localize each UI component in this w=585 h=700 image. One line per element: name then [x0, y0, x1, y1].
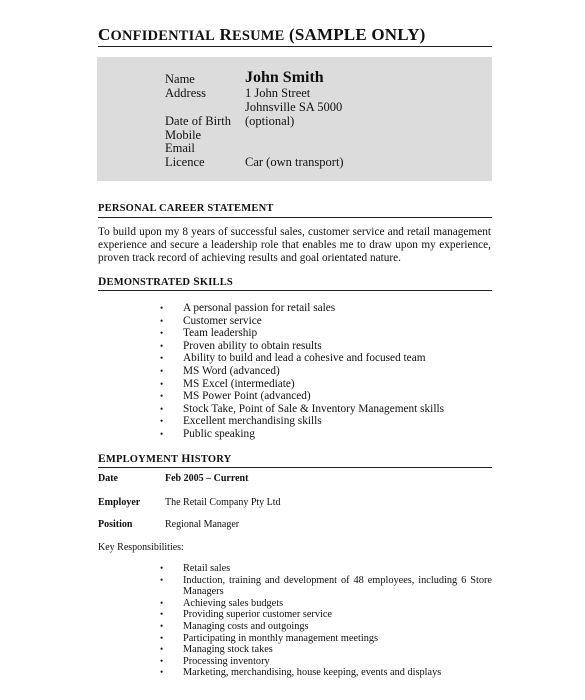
- skills-list: [160, 302, 444, 441]
- bullet-icon: •: [160, 315, 164, 326]
- bullet-icon: •: [160, 391, 164, 402]
- employer-label: Employer: [98, 497, 141, 508]
- bullet-icon: •: [160, 609, 164, 620]
- document-title: [98, 25, 426, 45]
- responsibility-text: Processing inventory: [183, 655, 270, 667]
- skill-text: Ability to build and lead a cohesive and focused team: [183, 352, 426, 365]
- skill-text: Excellent merchandising skills: [183, 415, 322, 428]
- responsibility-text: Induction, training and development of 48 employees, including 6 Store Managers: [183, 574, 492, 598]
- employment-heading-initial: E: [98, 453, 106, 465]
- label-address: Address: [165, 86, 206, 100]
- bullet-icon: •: [160, 303, 164, 313]
- career-statement-heading: PERSONAL CAREER STATEMENT: [98, 203, 274, 214]
- skill-text: Team leadership: [183, 327, 258, 340]
- bullet-icon: •: [160, 655, 164, 666]
- label-mobile: Mobile: [165, 128, 202, 142]
- responsibility-text: Retail sales: [183, 563, 231, 574]
- list-item: [160, 575, 492, 598]
- bullet-icon: •: [160, 365, 164, 376]
- list-item: [160, 390, 444, 403]
- employment-heading-word2: ISTORY: [190, 454, 232, 465]
- list-item: [160, 428, 444, 441]
- employment-heading-word1: MPLOYMENT: [105, 454, 179, 465]
- bullet-icon: •: [160, 644, 164, 655]
- bullet-icon: •: [160, 574, 164, 585]
- bullet-icon: •: [160, 328, 164, 339]
- skill-text: MS Power Point (advanced): [183, 390, 311, 403]
- list-item: [160, 633, 492, 645]
- list-item: [160, 667, 492, 679]
- label-dob: Date of Birth: [165, 114, 231, 128]
- skill-text: MS Word (advanced): [183, 364, 280, 377]
- position-label: Position: [98, 519, 133, 530]
- skills-heading-initial: D: [98, 276, 107, 288]
- skills-heading-word2: KILLS: [199, 277, 233, 288]
- position-value: Regional Manager: [165, 519, 240, 530]
- skill-text: Customer service: [183, 314, 262, 327]
- list-item: [160, 598, 492, 610]
- label-licence: Licence: [165, 155, 205, 169]
- bullet-icon: •: [160, 620, 164, 631]
- label-email: Email: [165, 141, 195, 155]
- title-word-confidential: ONFIDENTIAL: [110, 28, 216, 44]
- address-line-2: Johnsville SA 5000: [245, 100, 343, 114]
- employment-divider: [98, 467, 492, 468]
- list-item: [160, 365, 444, 378]
- bullet-icon: •: [160, 416, 164, 427]
- list-item: [160, 315, 444, 328]
- bullet-icon: •: [160, 428, 164, 439]
- address-line-1: 1 John Street: [245, 86, 311, 100]
- bullet-icon: •: [160, 597, 164, 608]
- employment-heading-initial2: H: [178, 453, 191, 465]
- list-item: [160, 563, 492, 575]
- label-name: Name: [165, 72, 195, 86]
- title-initial-r: R: [215, 25, 232, 44]
- list-item: [160, 378, 444, 391]
- bullet-icon: •: [160, 667, 164, 678]
- title-initial: C: [98, 25, 111, 44]
- list-item: [160, 327, 444, 340]
- list-item: [160, 302, 444, 315]
- career-statement-divider: [98, 217, 492, 218]
- skills-divider: [98, 290, 492, 291]
- title-suffix: (SAMPLE ONLY): [284, 25, 426, 44]
- responsibility-text: Providing superior customer service: [183, 609, 332, 621]
- list-item: [160, 621, 492, 633]
- licence-value: Car (own transport): [245, 155, 344, 169]
- bullet-icon: •: [160, 378, 164, 389]
- skills-heading-word1: EMONSTRATED: [106, 277, 191, 288]
- bullet-icon: •: [160, 632, 164, 643]
- responsibility-text: Managing stock takes: [183, 644, 273, 656]
- responsibility-text: Participating in monthly management meetings: [183, 632, 379, 644]
- person-name: John Smith: [245, 69, 324, 86]
- date-label: Date: [98, 473, 118, 484]
- title-word-resume: ESUME: [231, 28, 285, 44]
- skill-text: MS Excel (intermediate): [183, 377, 295, 390]
- responsibility-text: Managing costs and outgoings: [183, 620, 309, 632]
- skill-text: Public speaking: [183, 427, 255, 440]
- skills-heading: [98, 276, 233, 288]
- date-value: Feb 2005 – Current: [165, 473, 249, 484]
- bullet-icon: •: [160, 353, 164, 364]
- list-item: [160, 403, 444, 416]
- title-divider: [98, 46, 492, 47]
- list-item: [160, 609, 492, 621]
- career-statement-text: To build upon my 8 years of successful sales, customer service and retail management experience and secure a leadership role that enables me to draw upon my experience, proven track record of achieving results and goal orientated nature.: [98, 226, 491, 264]
- list-item: [160, 644, 492, 656]
- list-item: [160, 656, 492, 668]
- list-item: [160, 415, 444, 428]
- employment-heading: [98, 453, 231, 465]
- bullet-icon: •: [160, 340, 164, 351]
- skills-heading-initial2: S: [190, 276, 200, 288]
- responsibility-text: Marketing, merchandising, house keeping, events and displays: [183, 667, 442, 679]
- bullet-icon: •: [160, 403, 164, 414]
- list-item: [160, 340, 444, 353]
- skill-text: A personal passion for retail sales: [183, 302, 336, 314]
- responsibility-text: Achieving sales budgets: [183, 597, 284, 609]
- dob-value: (optional): [245, 114, 295, 128]
- skill-text: Proven ability to obtain results: [183, 339, 322, 352]
- employer-value: The Retail Company Pty Ltd: [165, 497, 281, 508]
- list-item: [160, 352, 444, 365]
- skill-text: Stock Take, Point of Sale & Inventory Management skills: [183, 402, 444, 415]
- key-responsibilities-label: Key Responsibilities:: [98, 542, 184, 553]
- responsibilities-list: [160, 563, 492, 679]
- bullet-icon: •: [160, 563, 164, 573]
